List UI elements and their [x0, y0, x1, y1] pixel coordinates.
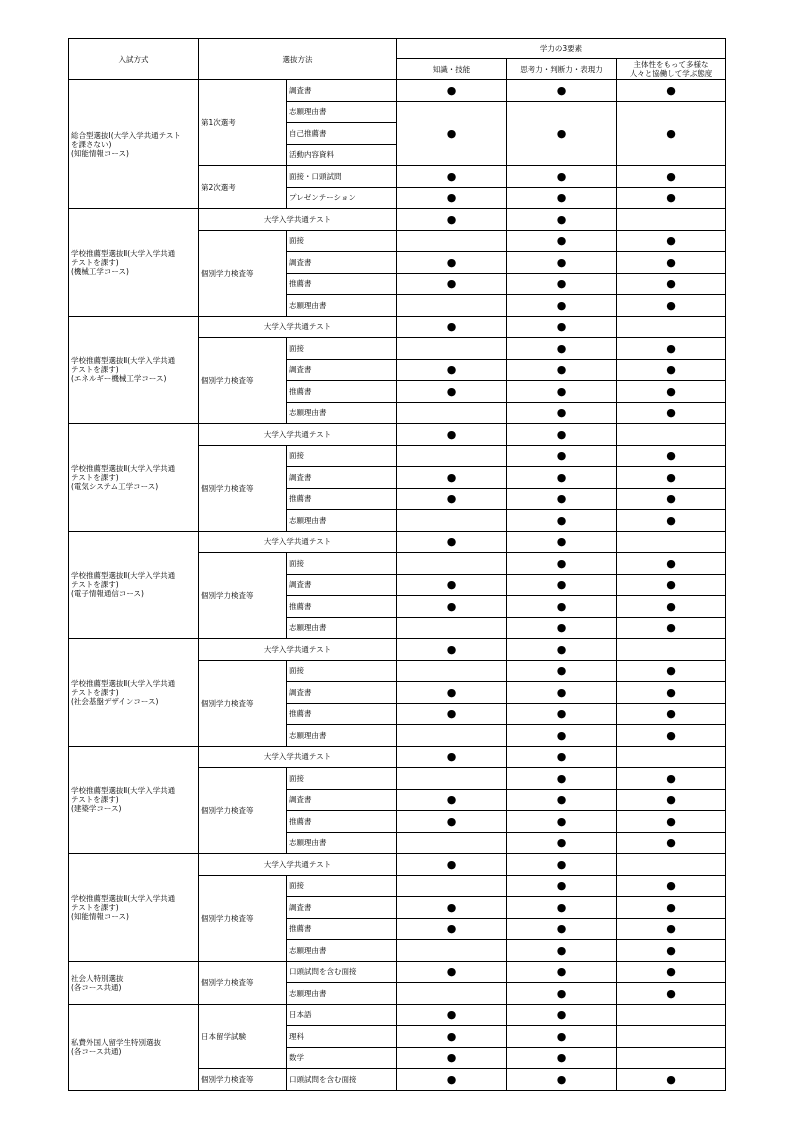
- knowledge-mark: [397, 832, 507, 854]
- attitude-mark: ●: [617, 510, 726, 532]
- stage-cell: 個別学力検査等: [199, 768, 287, 854]
- thinking-mark: ●: [507, 510, 617, 532]
- knowledge-mark: ●: [397, 273, 507, 295]
- thinking-mark: ●: [507, 445, 617, 467]
- thinking-mark: ●: [507, 209, 617, 231]
- thinking-mark: ●: [507, 832, 617, 854]
- knowledge-mark: ●: [397, 424, 507, 446]
- criterion-cell: 志願理由書: [287, 101, 397, 123]
- thinking-mark: ●: [507, 316, 617, 338]
- common-test-cell: 大学入学共通テスト: [199, 854, 397, 876]
- criterion-cell: 口頭試問を含む面接: [287, 1069, 397, 1091]
- table-row: [69, 854, 726, 876]
- method-cell: 学校推薦型選抜Ⅱ(大学入学共通 テストを課す) (知能情報コース): [69, 854, 199, 962]
- criterion-cell: 志願理由書: [287, 617, 397, 639]
- attitude-mark: ●: [617, 574, 726, 596]
- criterion-cell: 面接: [287, 338, 397, 360]
- knowledge-mark: [397, 660, 507, 682]
- thinking-mark: ●: [507, 875, 617, 897]
- header-method: 入試方式: [69, 39, 199, 80]
- knowledge-mark: [397, 553, 507, 575]
- attitude-mark: [617, 531, 726, 553]
- thinking-mark: ●: [507, 80, 617, 102]
- criterion-cell: 志願理由書: [287, 832, 397, 854]
- stage-cell: 日本留学試験: [199, 1004, 287, 1069]
- thinking-mark: ●: [507, 488, 617, 510]
- criterion-cell: 面接: [287, 875, 397, 897]
- knowledge-mark: [397, 983, 507, 1005]
- criterion-cell: 数学: [287, 1047, 397, 1069]
- thinking-mark: ●: [507, 703, 617, 725]
- attitude-mark: [617, 424, 726, 446]
- stage-cell: 個別学力検査等: [199, 553, 287, 639]
- attitude-mark: ●: [617, 445, 726, 467]
- stage-cell: 個別学力検査等: [199, 875, 287, 961]
- knowledge-mark: [397, 402, 507, 424]
- criterion-cell: 調査書: [287, 682, 397, 704]
- stage-cell: 第1次選考: [199, 80, 287, 166]
- table-row: [69, 424, 726, 446]
- criterion-cell: 面接: [287, 660, 397, 682]
- criterion-cell: 推薦書: [287, 488, 397, 510]
- attitude-mark: ●: [617, 875, 726, 897]
- thinking-mark: ●: [507, 252, 617, 274]
- table-row: [69, 746, 726, 768]
- thinking-mark: ●: [507, 682, 617, 704]
- criterion-cell: 面接: [287, 553, 397, 575]
- criterion-cell: 推薦書: [287, 273, 397, 295]
- knowledge-mark: ●: [397, 961, 507, 983]
- knowledge-mark: [397, 295, 507, 317]
- thinking-mark: ●: [507, 725, 617, 747]
- attitude-mark: [617, 1004, 726, 1026]
- criterion-cell: 推薦書: [287, 596, 397, 618]
- attitude-mark: ●: [617, 402, 726, 424]
- method-cell: 私費外国人留学生特別選抜 (各コース共通): [69, 1004, 199, 1090]
- knowledge-mark: ●: [397, 1047, 507, 1069]
- stage-cell: 個別学力検査等: [199, 961, 287, 1004]
- thinking-mark: ●: [507, 574, 617, 596]
- stage-cell: 第2次選考: [199, 166, 287, 209]
- stage-cell: 個別学力検査等: [199, 445, 287, 531]
- knowledge-mark: ●: [397, 359, 507, 381]
- attitude-mark: ●: [617, 897, 726, 919]
- table-row: [69, 961, 726, 983]
- thinking-mark: ●: [507, 940, 617, 962]
- thinking-mark: ●: [507, 1047, 617, 1069]
- criterion-cell: 日本語: [287, 1004, 397, 1026]
- thinking-mark: ●: [507, 660, 617, 682]
- criterion-cell: 推薦書: [287, 381, 397, 403]
- method-cell: 学校推薦型選抜Ⅱ(大学入学共通 テストを課す) (電気システム工学コース): [69, 424, 199, 532]
- attitude-mark: ●: [617, 553, 726, 575]
- knowledge-mark: [397, 940, 507, 962]
- knowledge-mark: ●: [397, 897, 507, 919]
- stage-cell: 個別学力検査等: [199, 338, 287, 424]
- thinking-mark: ●: [507, 983, 617, 1005]
- attitude-mark: ●: [617, 252, 726, 274]
- knowledge-mark: ●: [397, 789, 507, 811]
- knowledge-mark: ●: [397, 596, 507, 618]
- criterion-cell: 活動内容資料: [287, 144, 397, 166]
- thinking-mark: ●: [507, 854, 617, 876]
- thinking-mark: ●: [507, 467, 617, 489]
- attitude-mark: ●: [617, 983, 726, 1005]
- thinking-mark: ●: [507, 1004, 617, 1026]
- knowledge-mark: ●: [397, 316, 507, 338]
- knowledge-mark: ●: [397, 918, 507, 940]
- thinking-mark: ●: [507, 230, 617, 252]
- stage-cell: 個別学力検査等: [199, 1069, 287, 1091]
- knowledge-mark: ●: [397, 574, 507, 596]
- attitude-mark: [617, 746, 726, 768]
- attitude-mark: ●: [617, 295, 726, 317]
- attitude-mark: [617, 1026, 726, 1048]
- knowledge-mark: ●: [397, 467, 507, 489]
- header-attitude: 主体性をもって多様な 人々と協働して学ぶ態度: [617, 59, 726, 80]
- criterion-cell: 調査書: [287, 574, 397, 596]
- knowledge-mark: ●: [397, 811, 507, 833]
- table-row: [69, 639, 726, 661]
- table-row: [69, 1004, 726, 1026]
- attitude-mark: ●: [617, 1069, 726, 1091]
- criterion-cell: 推薦書: [287, 703, 397, 725]
- attitude-mark: ●: [617, 101, 726, 166]
- criterion-cell: 調査書: [287, 789, 397, 811]
- thinking-mark: ●: [507, 101, 617, 166]
- knowledge-mark: [397, 338, 507, 360]
- common-test-cell: 大学入学共通テスト: [199, 209, 397, 231]
- thinking-mark: ●: [507, 961, 617, 983]
- thinking-mark: ●: [507, 789, 617, 811]
- knowledge-mark: ●: [397, 1069, 507, 1091]
- method-cell: 学校推薦型選抜Ⅱ(大学入学共通 テストを課す) (機械工学コース): [69, 209, 199, 317]
- criterion-cell: 推薦書: [287, 918, 397, 940]
- knowledge-mark: ●: [397, 531, 507, 553]
- header-knowledge: 知識・技能: [397, 59, 507, 80]
- thinking-mark: ●: [507, 166, 617, 188]
- header-row-1: [69, 39, 726, 59]
- thinking-mark: ●: [507, 918, 617, 940]
- method-cell: 学校推薦型選抜Ⅱ(大学入学共通 テストを課す) (電子情報通信コース): [69, 531, 199, 639]
- criterion-cell: 調査書: [287, 897, 397, 919]
- knowledge-mark: ●: [397, 209, 507, 231]
- attitude-mark: ●: [617, 338, 726, 360]
- criterion-cell: 調査書: [287, 80, 397, 102]
- method-cell: 学校推薦型選抜Ⅱ(大学入学共通 テストを課す) (建築学コース): [69, 746, 199, 854]
- criterion-cell: 面接: [287, 445, 397, 467]
- method-cell: 総合型選抜Ⅰ(大学入学共通テスト を課さない) (知能情報コース): [69, 80, 199, 209]
- attitude-mark: ●: [617, 961, 726, 983]
- attitude-mark: ●: [617, 725, 726, 747]
- knowledge-mark: [397, 617, 507, 639]
- method-cell: 学校推薦型選抜Ⅱ(大学入学共通 テストを課す) (エネルギー機械工学コース): [69, 316, 199, 424]
- thinking-mark: ●: [507, 402, 617, 424]
- knowledge-mark: [397, 768, 507, 790]
- attitude-mark: ●: [617, 488, 726, 510]
- attitude-mark: ●: [617, 789, 726, 811]
- criterion-cell: 志願理由書: [287, 510, 397, 532]
- knowledge-mark: [397, 510, 507, 532]
- criterion-cell: 口頭試問を含む面接: [287, 961, 397, 983]
- table-body: [69, 39, 726, 1091]
- attitude-mark: ●: [617, 273, 726, 295]
- method-cell: 社会人特別選抜 (各コース共通): [69, 961, 199, 1004]
- knowledge-mark: ●: [397, 1004, 507, 1026]
- header-elements-group: 学力の3要素: [397, 39, 726, 59]
- attitude-mark: ●: [617, 359, 726, 381]
- knowledge-mark: ●: [397, 682, 507, 704]
- criterion-cell: 志願理由書: [287, 983, 397, 1005]
- common-test-cell: 大学入学共通テスト: [199, 531, 397, 553]
- knowledge-mark: ●: [397, 187, 507, 209]
- thinking-mark: ●: [507, 746, 617, 768]
- table-row: [69, 80, 726, 102]
- attitude-mark: ●: [617, 166, 726, 188]
- thinking-mark: ●: [507, 359, 617, 381]
- attitude-mark: ●: [617, 682, 726, 704]
- thinking-mark: ●: [507, 187, 617, 209]
- table-row: [69, 209, 726, 231]
- knowledge-mark: ●: [397, 488, 507, 510]
- criterion-cell: 調査書: [287, 252, 397, 274]
- attitude-mark: [617, 1047, 726, 1069]
- knowledge-mark: ●: [397, 381, 507, 403]
- thinking-mark: ●: [507, 338, 617, 360]
- attitude-mark: ●: [617, 832, 726, 854]
- header-thinking: 思考力・判断力・表現力: [507, 59, 617, 80]
- knowledge-mark: ●: [397, 252, 507, 274]
- method-cell: 学校推薦型選抜Ⅱ(大学入学共通 テストを課す) (社会基盤デザインコース): [69, 639, 199, 747]
- criterion-cell: 志願理由書: [287, 402, 397, 424]
- knowledge-mark: ●: [397, 639, 507, 661]
- attitude-mark: ●: [617, 768, 726, 790]
- knowledge-mark: ●: [397, 101, 507, 166]
- criterion-cell: プレゼンテーション: [287, 187, 397, 209]
- knowledge-mark: ●: [397, 80, 507, 102]
- attitude-mark: [617, 639, 726, 661]
- attitude-mark: ●: [617, 811, 726, 833]
- thinking-mark: ●: [507, 617, 617, 639]
- criterion-cell: 理科: [287, 1026, 397, 1048]
- attitude-mark: ●: [617, 918, 726, 940]
- thinking-mark: ●: [507, 768, 617, 790]
- criterion-cell: 面接・口頭試問: [287, 166, 397, 188]
- attitude-mark: ●: [617, 381, 726, 403]
- attitude-mark: ●: [617, 660, 726, 682]
- thinking-mark: ●: [507, 639, 617, 661]
- thinking-mark: ●: [507, 596, 617, 618]
- attitude-mark: [617, 209, 726, 231]
- thinking-mark: ●: [507, 273, 617, 295]
- criterion-cell: 推薦書: [287, 811, 397, 833]
- thinking-mark: ●: [507, 811, 617, 833]
- attitude-mark: ●: [617, 467, 726, 489]
- thinking-mark: ●: [507, 553, 617, 575]
- common-test-cell: 大学入学共通テスト: [199, 746, 397, 768]
- thinking-mark: ●: [507, 531, 617, 553]
- attitude-mark: ●: [617, 80, 726, 102]
- stage-cell: 個別学力検査等: [199, 660, 287, 746]
- common-test-cell: 大学入学共通テスト: [199, 424, 397, 446]
- knowledge-mark: ●: [397, 854, 507, 876]
- knowledge-mark: [397, 230, 507, 252]
- criterion-cell: 調査書: [287, 359, 397, 381]
- criterion-cell: 志願理由書: [287, 940, 397, 962]
- attitude-mark: ●: [617, 703, 726, 725]
- knowledge-mark: ●: [397, 746, 507, 768]
- knowledge-mark: ●: [397, 1026, 507, 1048]
- attitude-mark: [617, 316, 726, 338]
- attitude-mark: ●: [617, 187, 726, 209]
- stage-cell: 個別学力検査等: [199, 230, 287, 316]
- table-row: [69, 531, 726, 553]
- criterion-cell: 面接: [287, 230, 397, 252]
- common-test-cell: 大学入学共通テスト: [199, 639, 397, 661]
- criterion-cell: 志願理由書: [287, 725, 397, 747]
- thinking-mark: ●: [507, 897, 617, 919]
- criterion-cell: 調査書: [287, 467, 397, 489]
- attitude-mark: ●: [617, 230, 726, 252]
- knowledge-mark: [397, 725, 507, 747]
- criterion-cell: 志願理由書: [287, 295, 397, 317]
- knowledge-mark: [397, 445, 507, 467]
- knowledge-mark: ●: [397, 703, 507, 725]
- thinking-mark: ●: [507, 1069, 617, 1091]
- knowledge-mark: ●: [397, 166, 507, 188]
- knowledge-mark: [397, 875, 507, 897]
- thinking-mark: ●: [507, 424, 617, 446]
- attitude-mark: ●: [617, 617, 726, 639]
- selection-criteria-table: [68, 38, 726, 1091]
- attitude-mark: ●: [617, 596, 726, 618]
- criterion-cell: 自己推薦書: [287, 123, 397, 145]
- thinking-mark: ●: [507, 1026, 617, 1048]
- criterion-cell: 面接: [287, 768, 397, 790]
- table-row: [69, 316, 726, 338]
- common-test-cell: 大学入学共通テスト: [199, 316, 397, 338]
- attitude-mark: [617, 854, 726, 876]
- attitude-mark: ●: [617, 940, 726, 962]
- thinking-mark: ●: [507, 381, 617, 403]
- header-selection: 選抜方法: [199, 39, 397, 80]
- thinking-mark: ●: [507, 295, 617, 317]
